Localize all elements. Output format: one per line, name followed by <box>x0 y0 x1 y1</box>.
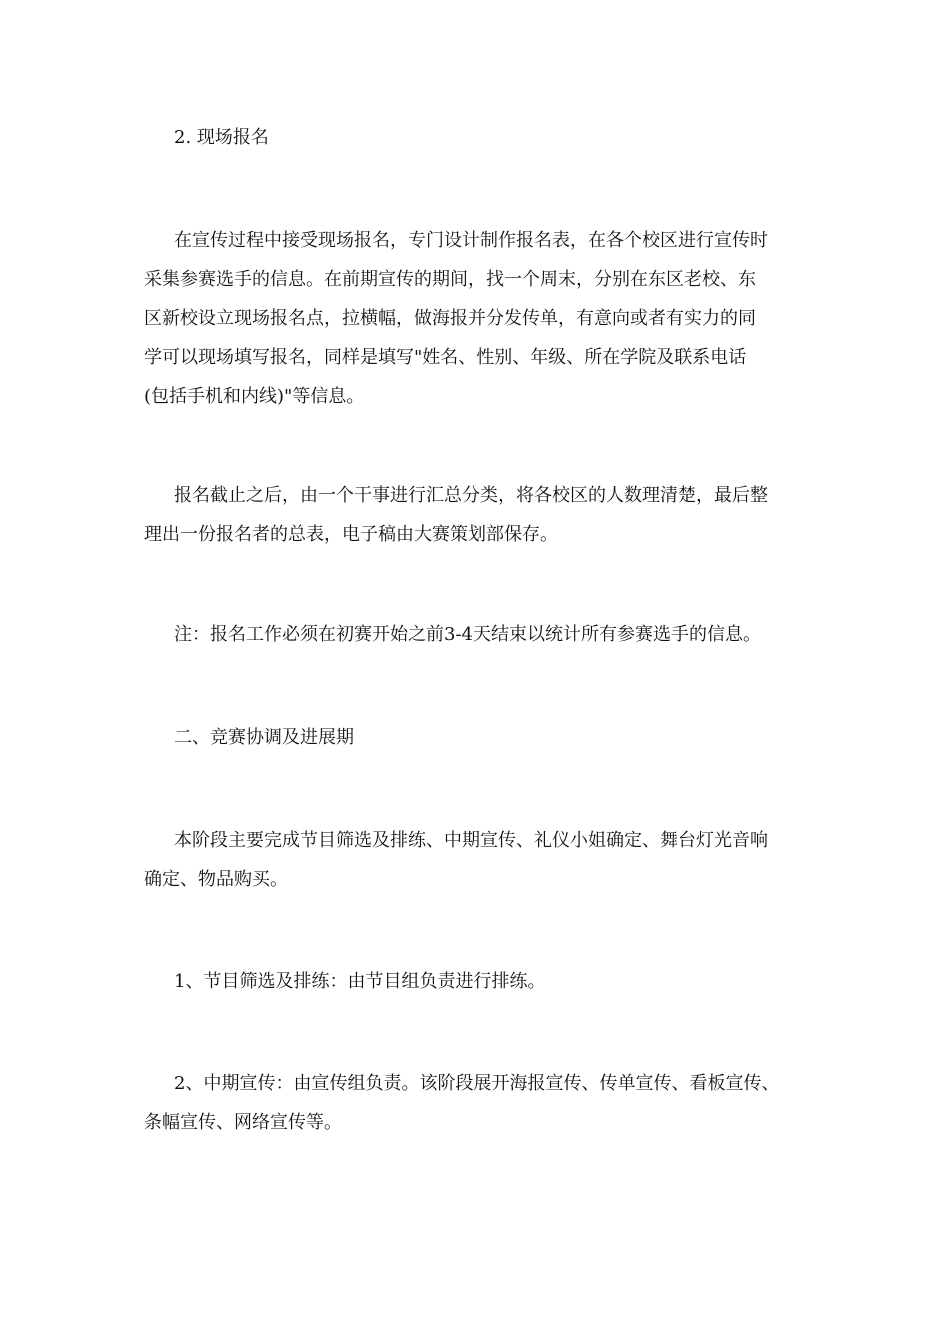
text-line: 二、竞赛协调及进展期 <box>174 727 354 748</box>
text-line: 注：报名工作必须在初赛开始之前3-4天结束以统计所有参赛选手的信息。 <box>174 624 761 645</box>
text-line: 条幅宣传、网络宣传等。 <box>144 1112 342 1133</box>
text-line: 本阶段主要完成节目筛选及排练、中期宣传、礼仪小姐确定、舞台灯光音响 <box>174 830 768 851</box>
section-heading-onsite-registration <box>144 118 812 157</box>
paragraph-note <box>144 615 812 654</box>
text-line: 确定、物品购买。 <box>144 869 288 890</box>
paragraph-registration-summary <box>144 476 812 554</box>
text-line: (包括手机和内线)"等信息。 <box>144 386 365 407</box>
text-line: 2、中期宣传：由宣传组负责。该阶段展开海报宣传、传单宣传、看板宣传、 <box>174 1073 780 1094</box>
text-line: 区新校设立现场报名点，拉横幅，做海报并分发传单，有意向或者有实力的同 <box>144 308 756 329</box>
text-line: 学可以现场填写报名，同样是填写"姓名、性别、年级、所在学院及联系电话 <box>144 347 747 368</box>
section-heading-coordination-period <box>144 718 812 757</box>
text-line: 报名截止之后，由一个干事进行汇总分类，将各校区的人数理清楚，最后整 <box>174 485 768 506</box>
text-line: 在宣传过程中接受现场报名，专门设计制作报名表，在各个校区进行宣传时 <box>174 230 768 251</box>
text-line: 理出一份报名者的总表，电子稿由大赛策划部保存。 <box>144 524 558 545</box>
paragraph-program-selection <box>144 962 812 1001</box>
text-line: 采集参赛选手的信息。在前期宣传的期间，找一个周末，分别在东区老校、东 <box>144 269 756 290</box>
paragraph-stage-overview <box>144 821 812 899</box>
paragraph-onsite-registration <box>144 221 812 416</box>
text-line: 2. 现场报名 <box>174 127 269 148</box>
text-line: 1、节目筛选及排练：由节目组负责进行排练。 <box>174 971 546 992</box>
paragraph-midterm-publicity <box>144 1064 812 1142</box>
